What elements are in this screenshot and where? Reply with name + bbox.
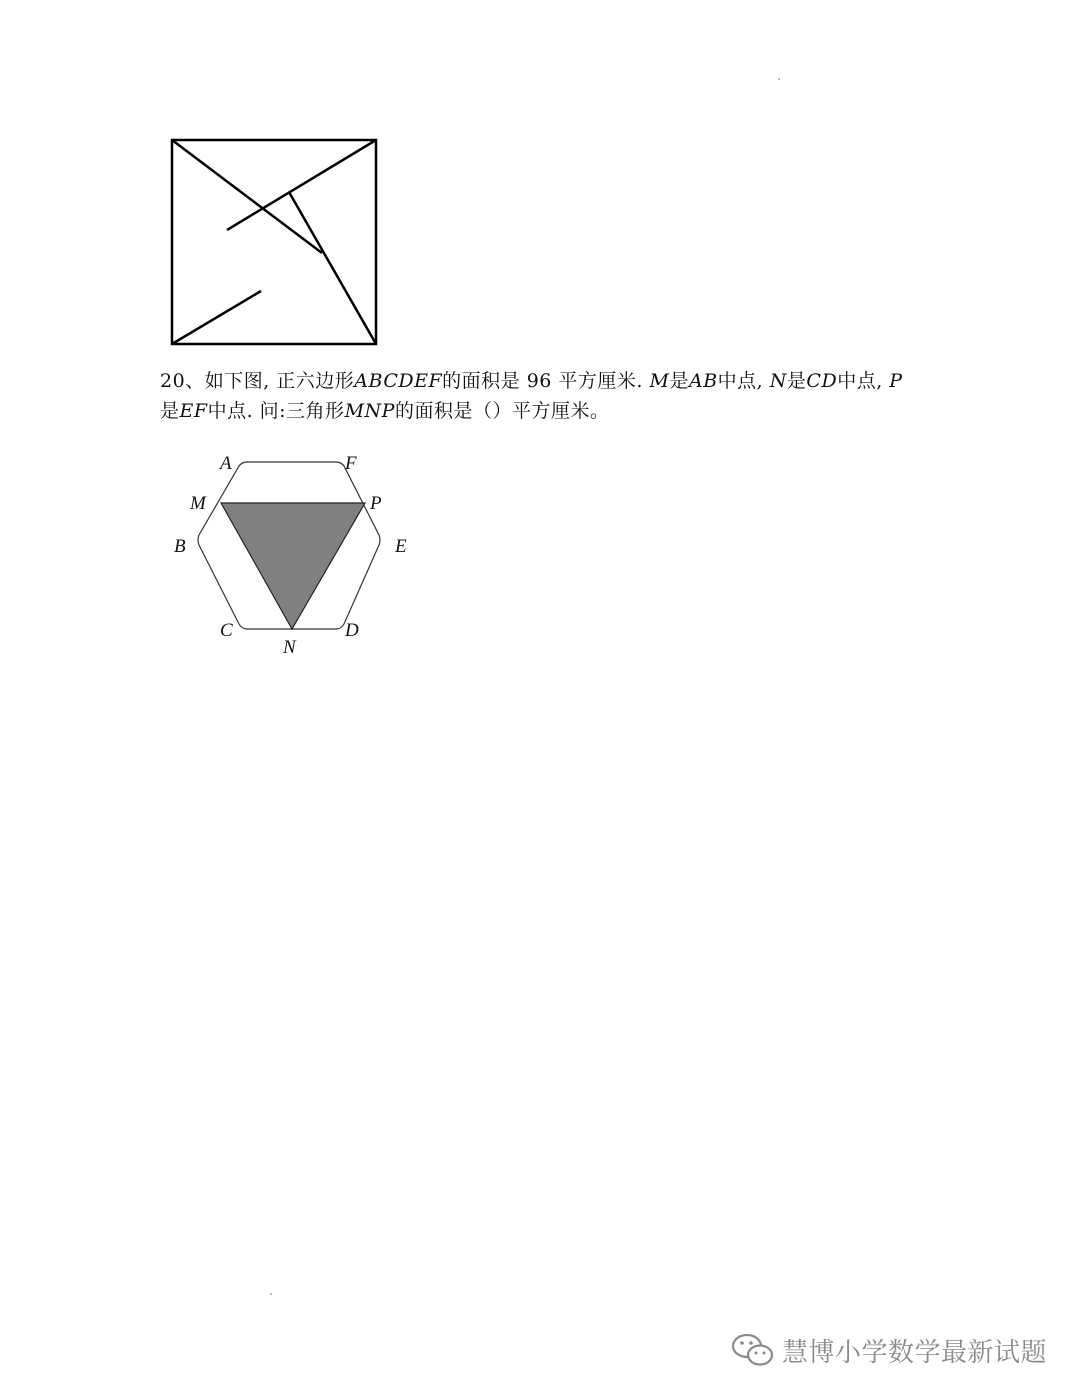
problem-text-part: 、如下图, 正六边形 bbox=[185, 370, 355, 392]
triangle-name: MNP bbox=[344, 400, 395, 422]
label-c: C bbox=[220, 620, 233, 641]
label-n: N bbox=[283, 637, 296, 658]
problem-number: 20 bbox=[160, 370, 186, 392]
pinwheel-line-1 bbox=[172, 140, 322, 253]
problem-text-part: 是 bbox=[669, 370, 689, 392]
point-n: N bbox=[769, 370, 787, 392]
wechat-icon bbox=[730, 1330, 776, 1370]
scan-dot bbox=[778, 78, 780, 80]
label-p: P bbox=[370, 493, 382, 514]
label-f: F bbox=[345, 453, 357, 474]
label-a: A bbox=[220, 453, 232, 474]
label-m: M bbox=[190, 493, 206, 514]
problem-text-part: 的面积是（）平方厘米。 bbox=[394, 400, 610, 422]
label-d: D bbox=[345, 620, 359, 641]
segment-ab: AB bbox=[688, 370, 718, 392]
label-e: E bbox=[395, 536, 407, 557]
triangle-mnp bbox=[221, 503, 365, 629]
problem-20-text bbox=[160, 366, 920, 426]
segment-cd: CD bbox=[806, 370, 838, 392]
pinwheel-line-3 bbox=[289, 192, 376, 344]
problem-text-part: 中点, bbox=[717, 370, 770, 392]
pinwheel-line-2 bbox=[227, 140, 376, 230]
problem-text-part: 是 bbox=[160, 400, 180, 422]
square-diagram bbox=[165, 133, 383, 351]
problem-text-part: 中点. 问:三角形 bbox=[207, 400, 345, 422]
segment-ef: EF bbox=[179, 400, 208, 422]
problem-text-part: 中点, bbox=[837, 370, 890, 392]
hexagon-diagram bbox=[165, 445, 425, 665]
label-b: B bbox=[174, 536, 186, 557]
problem-text-part: 是 bbox=[786, 370, 807, 392]
problem-text-part: 的面积是 96 平方厘米. bbox=[442, 370, 650, 392]
scan-dot bbox=[270, 1293, 272, 1295]
outer-square bbox=[172, 140, 376, 344]
point-p: P bbox=[889, 370, 903, 392]
watermark-label: 慧博小学数学最新试题 bbox=[782, 1337, 1048, 1368]
pinwheel-line-4 bbox=[172, 291, 261, 344]
hexagon-name: ABCDEF bbox=[354, 370, 443, 392]
point-m: M bbox=[649, 370, 670, 392]
watermark bbox=[730, 1330, 1047, 1370]
